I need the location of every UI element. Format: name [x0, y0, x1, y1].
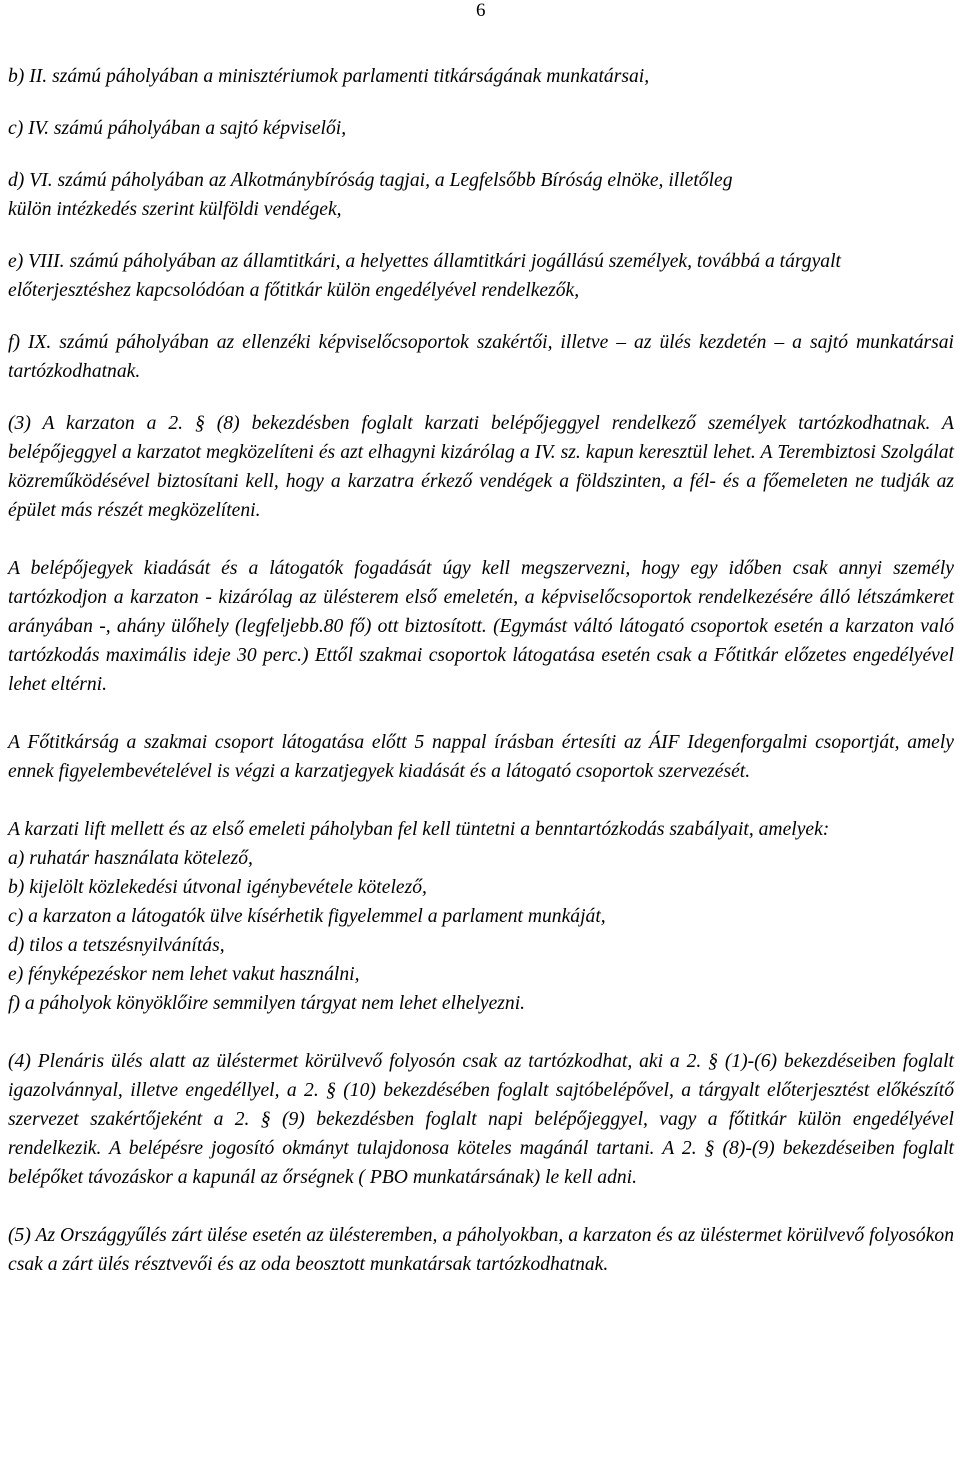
rule-item: a) ruhatár használata kötelező, [8, 848, 253, 869]
paragraph-tickets: A belépőjegyek kiadását és a látogatók fogadását úgy kell megszervezni, hogy egy időben csak annyi személy tartózkodjon a karzaton - kizárólag az ülésterem első emeletén, a képviselőcsoportok rendelkezésére álló létszámkeret arányában -, ahány ülőhely (legfeljebb.80 fő) ott biztosított. (Egymást váltó látogató csoportok esetén a karzaton való tartózkodás maximális ideje 30 perc.) Ettől szakmai csoportok látogatása esetén csak a Főtitkár előzetes engedélyével lehet eltérni. [8, 558, 954, 695]
rule-item: f) a páholyok könyöklőire semmilyen tárgyat nem lehet elhelyezni. [8, 993, 526, 1014]
list-item-d [8, 166, 954, 224]
rule-item: b) kijelölt közlekedési útvonal igénybevétele kötelező, [8, 877, 427, 898]
paragraph-3: (3) A karzaton a 2. § (8) bekezdésben foglalt karzati belépőjeggyel rendelkező személyek tartózkodhatnak. A belépőjeggyel a karzatot megközelíteni és azt elhagyni kizárólag a IV. sz. kapun keresztül lehet. A Terembiztosi Szolgálat közreműködésével biztosítani kell, hogy a karzatra érkező vendégek a földszinten, a fél- és a főemeleten ne tudják az épület más részét megközelíteni. [8, 413, 954, 521]
document-body [8, 62, 954, 1279]
list-item-b: b) II. számú páholyában a minisztériumok parlamenti titkárságának munkatársai, [8, 66, 650, 87]
list-item-c: c) IV. számú páholyában a sajtó képviselői, [8, 118, 347, 139]
list-item-f: f) IX. számú páholyában az ellenzéki képviselőcsoportok szakértői, illetve – az ülés kezdetén – a sajtó munkatársai tartózkodhatnak. [8, 332, 954, 382]
paragraph-4: (4) Plenáris ülés alatt az üléstermet körülvevő folyosón csak az tartózkodhat, aki a 2. § (1)-(6) bekezdéseiben foglalt igazolvánnyal, illetve engedéllyel, a 2. § (10) bekezdésében foglalt sajtóbelépővel, a tárgyalt előterjesztést előkészítő szervezet szakértőjeként a 2. § (9) bekezdésben foglalt napi belépőjeggyel, vagy a főtitkár külön engedélyével rendelkezik. A belépésre jogosító okmányt tulajdonosa köteles magánál tartani. A 2. § (8)-(9) bekezdéseiben foglalt belépőket távozáskor a kapunál az őrségnek ( PBO munkatársának) le kell adni. [8, 1051, 954, 1188]
list-item-d-line2: külön intézkedés szerint külföldi vendégek, [8, 199, 342, 220]
paragraph-notify: A Főtitkárság a szakmai csoport látogatása előtt 5 nappal írásban értesíti az ÁIF Idegenforgalmi csoportját, amely ennek figyelembevételével is végzi a karzatjegyek kiadását és a látogató csoportok szervezését. [8, 732, 954, 782]
list-item-d-line1: d) VI. számú páholyában az Alkotmánybíróság tagjai, a Legfelsőbb Bíróság elnöke, illetőleg [8, 170, 733, 191]
rules-intro: A karzati lift mellett és az első emeleti páholyban fel kell tüntetni a benntartózkodás szabályait, amelyek: [8, 819, 830, 840]
paragraph-5: (5) Az Országgyűlés zárt ülése esetén az ülésteremben, a páholyokban, a karzaton és az üléstermet körülvevő folyosókon csak a zárt ülés résztvevői és az oda beosztott munkatársak tartózkodhatnak. [8, 1225, 954, 1275]
rules-block [8, 815, 954, 1018]
list-item-e: e) VIII. számú páholyában az államtitkári, a helyettes államtitkári jogállású személyek, továbbá a tárgyalt előterjesztéshez kapcsolódóan a főtitkár külön engedélyével rendelkezők, [8, 251, 841, 301]
rule-item: e) fényképezéskor nem lehet vakut használni, [8, 964, 360, 985]
rule-item: c) a karzaton a látogatók ülve kísérhetik figyelemmel a parlament munkáját, [8, 906, 606, 927]
rule-item: d) tilos a tetszésnyilvánítás, [8, 935, 225, 956]
page-number: 6 [476, 0, 486, 21]
